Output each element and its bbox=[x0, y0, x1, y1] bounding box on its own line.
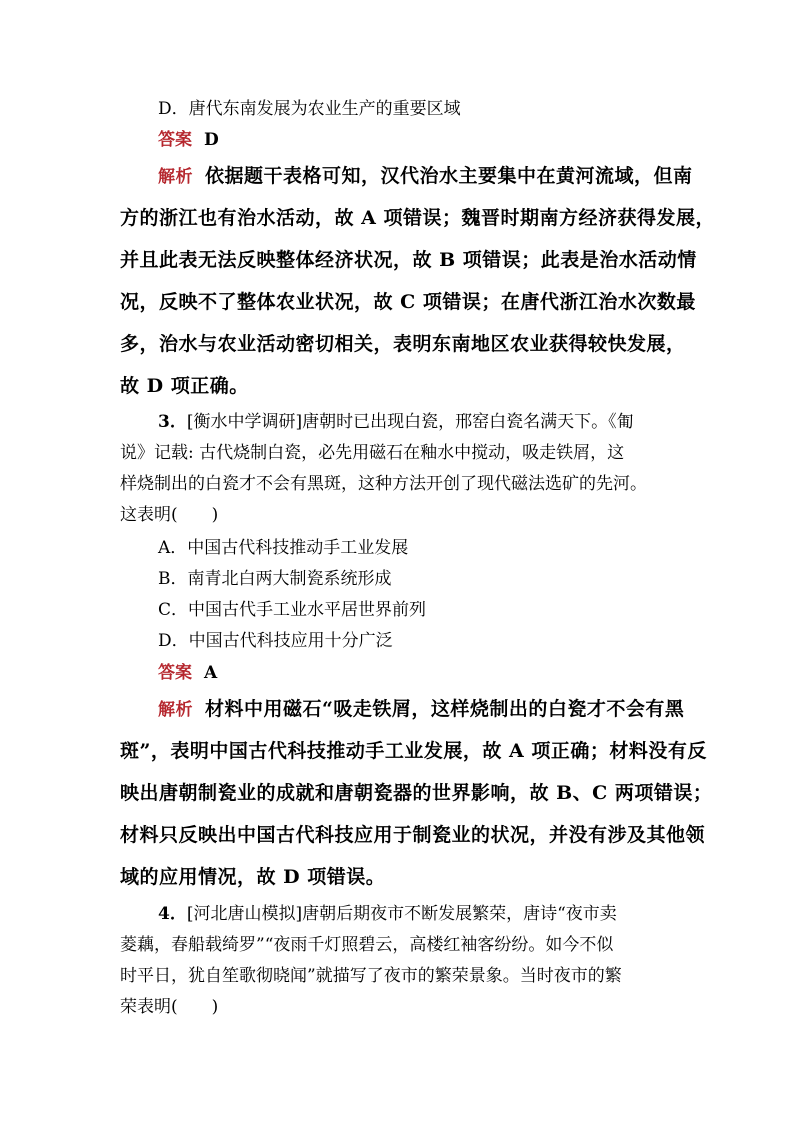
q3-stem-line-2: 说》记载: 古代烧制白瓷，必先用磁石在釉水中搅动，吸走铁屑，这 bbox=[120, 443, 625, 463]
q3-answer-label: 答案 bbox=[158, 663, 192, 683]
q2-analysis-line-6: 故 D 项正确。 bbox=[120, 375, 249, 397]
q4-stem-text-1: 唐朝后期夜市不断发展繁荣，唐诗“夜市卖 bbox=[302, 904, 617, 924]
q3-answer bbox=[158, 661, 718, 685]
q3-analysis-line-1 bbox=[158, 697, 718, 722]
q3-analysis-line-2: 斑”，表明中国古代科技推动手工业发展，故 A 项正确；材料没有反 bbox=[120, 740, 707, 762]
q3-answer-value: A bbox=[204, 663, 218, 683]
q2-answer-label: 答案 bbox=[158, 130, 192, 150]
q3-option-c: C．中国古代手工业水平居世界前列 bbox=[158, 600, 427, 620]
q3-stem-line-3: 样烧制出的白瓷才不会有黑斑，这种方法开创了现代磁法选矿的先河。 bbox=[120, 474, 647, 494]
q2-answer bbox=[158, 128, 718, 152]
q3-analysis-label: 解析 bbox=[158, 700, 193, 720]
q2-analysis-line-1 bbox=[158, 164, 718, 189]
q3-analysis-line-4: 材料只反映出中国古代科技应用于制瓷业的状况，并没有涉及其他领 bbox=[120, 824, 706, 846]
q4-stem-line-3: 时平日，犹自笙歌彻晓闻”就描写了夜市的繁荣景象。当时夜市的繁 bbox=[120, 966, 622, 986]
q2-analysis-line-3: 并且此表无法反映整体经济状况，故 B 项错误；此表是治水活动情 bbox=[120, 249, 697, 271]
q3-option-d: D．中国古代科技应用十分广泛 bbox=[158, 631, 393, 651]
q2-analysis-line-4: 况，反映不了整体农业状况，故 C 项错误；在唐代浙江治水次数最 bbox=[120, 291, 696, 313]
q4-stem-line-4: 荣表明( ) bbox=[120, 997, 219, 1017]
q2-analysis-text-1: 依据题干表格可知，汉代治水主要集中在黄河流域，但南 bbox=[205, 165, 693, 187]
q4-stem-line-1 bbox=[158, 902, 718, 926]
q3-option-b: B．南青北白两大制瓷系统形成 bbox=[158, 569, 392, 589]
q4-source: [河北唐山模拟] bbox=[186, 904, 303, 924]
q4-number: 4． bbox=[158, 904, 187, 924]
q3-option-a: A．中国古代科技推动手工业发展 bbox=[158, 538, 409, 558]
q3-number: 3． bbox=[158, 412, 187, 432]
q3-stem-line-1 bbox=[158, 410, 718, 434]
q2-analysis-label: 解析 bbox=[158, 167, 193, 187]
q2-answer-value: D bbox=[204, 130, 219, 150]
q3-source: [衡水中学调研] bbox=[186, 412, 303, 432]
q3-analysis-line-5: 域的应用情况，故 D 项错误。 bbox=[120, 866, 386, 888]
q4-stem-line-2: 菱藕，春船载绮罗”“夜雨千灯照碧云，高楼红袖客纷纷。如今不似 bbox=[120, 935, 614, 955]
q3-analysis-line-3: 映出唐朝制瓷业的成就和唐朝瓷器的世界影响，故 B、C 两项错误； bbox=[120, 782, 713, 804]
q2-option-d: D．唐代东南发展为农业生产的重要区域 bbox=[158, 99, 461, 119]
q3-stem-text-1: 唐朝时已出现白瓷，邢窑白瓷名满天下。《匍 bbox=[302, 412, 634, 432]
q2-analysis-line-5: 多，治水与农业活动密切相关，表明东南地区农业获得较快发展， bbox=[120, 333, 686, 355]
q2-analysis-line-2: 方的浙江也有治水活动，故 A 项错误；魏晋时期南方经济获得发展， bbox=[120, 207, 715, 229]
q3-stem-line-4: 这表明( ) bbox=[120, 505, 219, 525]
q3-analysis-text-1: 材料中用磁石“吸走铁屑，这样烧制出的白瓷才不会有黑 bbox=[205, 698, 685, 720]
